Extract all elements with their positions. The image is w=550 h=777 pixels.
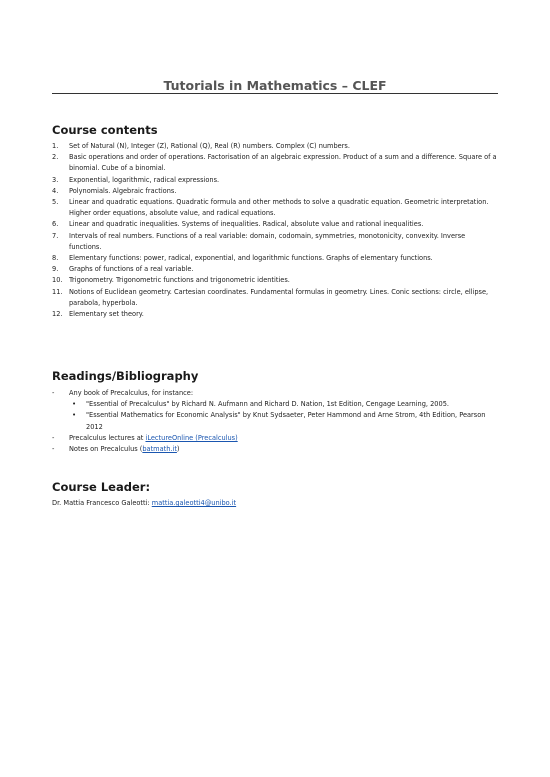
readings-heading: Readings/Bibliography [52,369,199,383]
lectures-prefix: Precalculus lectures at [69,433,146,442]
course-leader-line [52,498,236,509]
bullet-icon: • [72,411,77,420]
list-item [52,197,498,219]
list-item [52,264,498,275]
bullet-icon: • [72,400,77,409]
list-item [52,309,498,320]
item-number: 1. [52,142,59,150]
dash-marker: - [52,445,55,454]
book-item [69,399,498,410]
list-item [52,275,498,286]
notes-prefix: Notes on Precalculus ( [69,445,143,454]
item-number: 10. [52,276,63,285]
item-text: Basic operations and order of operations. Factorisation of an algebraic expression. Product of a sum and a difference. Square of a binomial. Cube of a binomial. [69,153,497,173]
list-item [52,388,498,433]
item-text: Exponential, logarithmic, radical expressions. [69,175,220,184]
list-item [52,219,498,230]
item-text: Elementary set theory. [69,310,144,319]
item-number: 3. [52,175,59,184]
item-number: 6. [52,220,59,229]
item-text: Linear and quadratic inequalities. Systems of inequalities. Radical, absolute value and rational inequalities. [69,220,424,229]
item-number: 11. [52,287,63,296]
item-text: Notions of Euclidean geometry. Cartesian coordinates. Fundamental formulas in geometry. Lines. Conic sections: circle, ellipse, parabola, hyperbola. [69,287,489,307]
item-text: Set of Natural (N), Integer (Z), Rational (Q), Real (R) numbers. Complex (C) numbers. [69,142,350,150]
leader-name: Dr. Mattia Francesco Galeotti: [52,499,152,507]
readings-list [52,388,498,455]
course-contents-list [52,141,498,320]
book-text: "Essential Mathematics for Economic Analysis" by Knut Sydsaeter, Peter Hammond and Arne Strom, 4th Edition, Pearson 2012 [86,411,486,431]
dash-marker: - [52,433,55,442]
item-text: Graphs of functions of a real variable. [69,265,194,274]
list-item [52,253,498,264]
leader-email-link[interactable]: mattia.galeotti4@unibo.it [151,499,237,507]
book-text: "Essential of Precalculus" by Richard N. Aufmann and Richard D. Nation, 1st Edition, Cengage Learning, 2005. [86,400,449,409]
item-number: 4. [52,186,59,195]
title-rule [52,93,498,94]
list-item [52,433,498,444]
item-text: Trigonometry. Trigonometric functions and trigonometric identities. [69,276,290,285]
item-text: Linear and quadratic equations. Quadratic formula and other methods to solve a quadratic equation. Geometric interpretation. Higher order equations, absolute value, and radical equations. [69,198,489,218]
item-number: 8. [52,254,59,263]
item-number: 9. [52,265,59,274]
dash-marker: - [52,389,55,397]
item-text: Polynomials. Algebraic fractions. [69,186,177,195]
item-text: Intervals of real numbers. Functions of a real variable: domain, codomain, symmetries, monotonicity, convexity. Inverse functions. [69,231,466,251]
item-number: 5. [52,198,59,207]
list-item [52,175,498,186]
book-list [69,399,498,433]
readings-intro: Any book of Precalculus, for instance: [69,389,194,397]
list-item [52,287,498,309]
item-number: 12. [52,310,63,319]
item-number: 2. [52,153,59,162]
list-item [52,141,498,152]
list-item [52,231,498,253]
notes-suffix: ) [176,445,180,454]
book-item [69,410,498,432]
list-item [52,152,498,174]
item-number: 7. [52,231,59,240]
list-item [52,444,498,455]
ilectureonline-link[interactable]: iLectureOnline (Precalculus) [145,433,238,442]
list-item [52,186,498,197]
item-text: Elementary functions: power, radical, exponential, and logarithmic functions. Graphs of elementary functions. [69,254,433,263]
course-contents-heading: Course contents [52,123,158,137]
batmath-link[interactable]: batmath.it [142,445,177,454]
course-leader-heading: Course Leader: [52,480,151,494]
document-title: Tutorials in Mathematics – CLEF [163,78,387,93]
